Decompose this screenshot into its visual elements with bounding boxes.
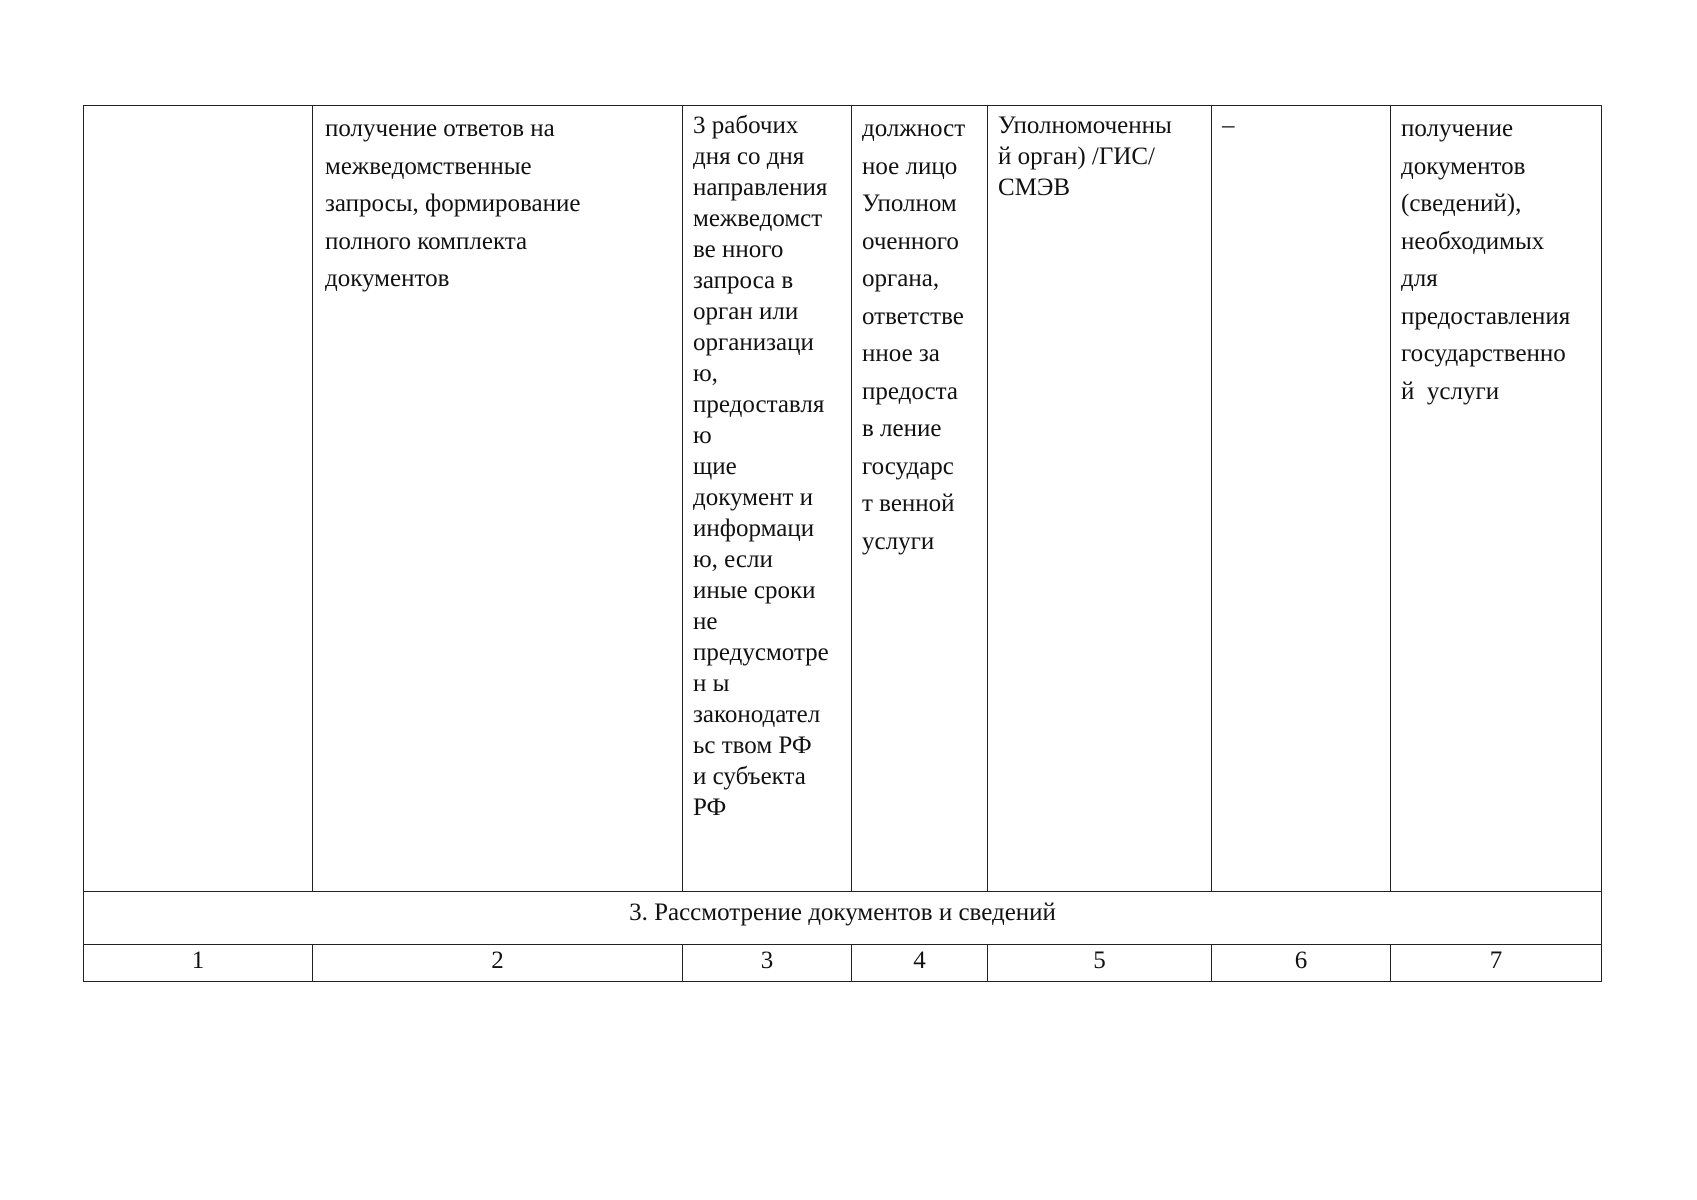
cell-text: получение документов (сведений), необходимых для предоставления государственно й услуги [1401, 115, 1571, 405]
cell-text: должност ное лицо Уполном оченного органа, ответстве нное за предоста в ление государс т венной услуги [862, 115, 966, 555]
cell-text: Уполномоченны й орган) /ГИС/ СМЭВ [998, 112, 1172, 201]
table-cell [988, 106, 1212, 892]
cell-text [84, 106, 312, 110]
table-cell [1391, 106, 1602, 892]
column-number: 5 [1093, 947, 1106, 974]
cell-text: – [1222, 112, 1235, 139]
cell-text: получение ответов на межведомственные запросы, формирование полного комплекта документов [325, 115, 581, 292]
section-cell [84, 892, 1602, 945]
table-cell [313, 106, 683, 892]
table-cell [683, 106, 852, 892]
table-row [84, 106, 1602, 892]
procedure-table [83, 105, 1602, 982]
column-number: 4 [913, 947, 926, 974]
cell-text: 3 рабочих дня со дня направления межведомст ве нного запроса в орган или организаци ю, предоставля ю щие документ и информаци ю, если иные сроки не предусмотре н ы законодател ьс твом РФ и субъекта РФ [693, 112, 829, 821]
column-number-cell [1212, 945, 1391, 982]
column-number: 7 [1489, 947, 1503, 974]
table-cell [1212, 106, 1391, 892]
column-number-cell [988, 945, 1212, 982]
column-number-cell [84, 945, 313, 982]
table-cell [84, 106, 313, 892]
section-row [84, 892, 1602, 945]
column-number-cell [313, 945, 683, 982]
column-number: 1 [191, 947, 205, 974]
section-title: 3. Рассмотрение документов и сведений [629, 899, 1056, 926]
column-number-cell [1391, 945, 1602, 982]
column-number: 2 [491, 947, 504, 974]
column-number-row [84, 945, 1602, 982]
column-number: 6 [1294, 947, 1308, 974]
column-number-cell [852, 945, 988, 982]
table-cell [852, 106, 988, 892]
column-number: 3 [760, 947, 774, 974]
column-number-cell [683, 945, 852, 982]
